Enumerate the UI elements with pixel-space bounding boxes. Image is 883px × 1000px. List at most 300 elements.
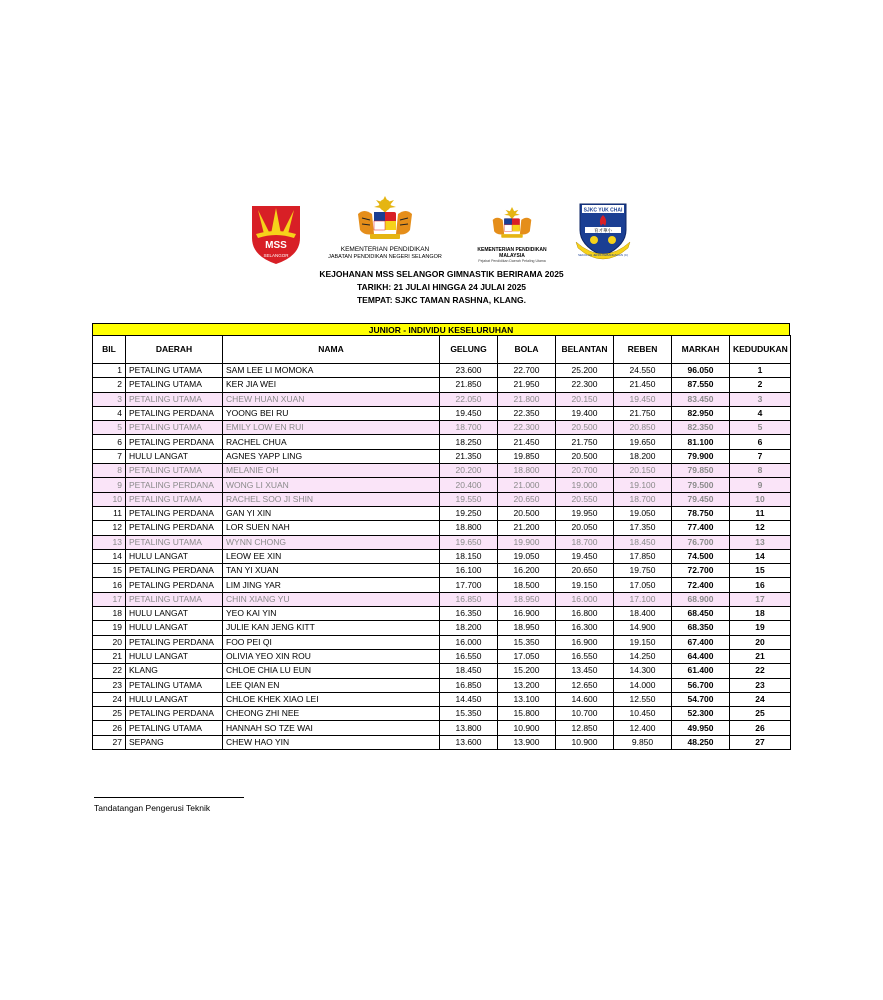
signature-line: [94, 797, 244, 798]
cell-nama: LOR SUEN NAH: [223, 521, 440, 535]
cell-reben: 19.050: [614, 506, 672, 520]
cell-reben: 18.450: [614, 535, 672, 549]
cell-nama: LEOW EE XIN: [223, 549, 440, 563]
table-row: [93, 635, 791, 649]
cell-gelung: 19.550: [440, 492, 498, 506]
table-row: [93, 478, 791, 492]
cell-bola: 10.900: [498, 721, 556, 735]
cell-nama: RACHEL SOO JI SHIN: [223, 492, 440, 506]
table-row: [93, 564, 791, 578]
cell-kedudukan: 23: [730, 678, 791, 692]
cell-bil: 11: [93, 506, 126, 520]
cell-belantan: 16.800: [556, 607, 614, 621]
cell-kedudukan: 2: [730, 378, 791, 392]
cell-bola: 18.950: [498, 592, 556, 606]
cell-bola: 19.050: [498, 549, 556, 563]
cell-reben: 19.100: [614, 478, 672, 492]
cell-daerah: PETALING UTAMA: [126, 392, 223, 406]
cell-markah: 54.700: [672, 692, 730, 706]
cell-nama: FOO PEI QI: [223, 635, 440, 649]
table-row: [93, 378, 791, 392]
cell-reben: 12.550: [614, 692, 672, 706]
header-bil: BIL: [93, 336, 126, 364]
kpm1-caption-line2: JABATAN PENDIDIKAN NEGERI SELANGOR: [328, 254, 442, 260]
cell-gelung: 23.600: [440, 364, 498, 378]
header-nama: NAMA: [223, 336, 440, 364]
cell-markah: 81.100: [672, 435, 730, 449]
cell-daerah: SEPANG: [126, 735, 223, 749]
cell-reben: 18.200: [614, 449, 672, 463]
cell-nama: CHEW HUAN XUAN: [223, 392, 440, 406]
cell-reben: 21.750: [614, 406, 672, 420]
table-row: [93, 707, 791, 721]
cell-kedudukan: 3: [730, 392, 791, 406]
cell-markah: 49.950: [672, 721, 730, 735]
cell-nama: CHLOE CHIA LU EUN: [223, 664, 440, 678]
cell-markah: 52.300: [672, 707, 730, 721]
cell-bil: 12: [93, 521, 126, 535]
cell-belantan: 20.050: [556, 521, 614, 535]
cell-bil: 21: [93, 649, 126, 663]
cell-nama: CHEONG ZHI NEE: [223, 707, 440, 721]
table-row: [93, 678, 791, 692]
cell-kedudukan: 6: [730, 435, 791, 449]
cell-markah: 96.050: [672, 364, 730, 378]
header-belantan: BELANTAN: [556, 336, 614, 364]
cell-nama: MELANIE OH: [223, 464, 440, 478]
document-headings: [0, 268, 883, 307]
cell-bil: 1: [93, 364, 126, 378]
cell-reben: 19.150: [614, 635, 672, 649]
cell-belantan: 12.850: [556, 721, 614, 735]
cell-kedudukan: 18: [730, 607, 791, 621]
cell-bola: 21.800: [498, 392, 556, 406]
cell-bil: 14: [93, 549, 126, 563]
cell-markah: 72.400: [672, 578, 730, 592]
cell-nama: WYNN CHONG: [223, 535, 440, 549]
cell-bola: 16.900: [498, 607, 556, 621]
school-logo-ring-text: SEKOLAH JENIS KEBANGSAAN (C): [577, 253, 629, 257]
cell-markah: 78.750: [672, 506, 730, 520]
cell-daerah: PETALING PERDANA: [126, 635, 223, 649]
cell-belantan: 20.550: [556, 492, 614, 506]
cell-daerah: PETALING PERDANA: [126, 478, 223, 492]
cell-nama: TAN YI XUAN: [223, 564, 440, 578]
results-table-section: [92, 323, 790, 750]
cell-nama: KER JIA WEI: [223, 378, 440, 392]
table-row: [93, 449, 791, 463]
cell-reben: 19.650: [614, 435, 672, 449]
competition-title: KEJOHANAN MSS SELANGOR GIMNASTIK BERIRAMA 2025: [319, 269, 564, 279]
cell-reben: 10.450: [614, 707, 672, 721]
cell-daerah: HULU LANGAT: [126, 692, 223, 706]
cell-reben: 9.850: [614, 735, 672, 749]
cell-markah: 68.450: [672, 607, 730, 621]
cell-gelung: 16.850: [440, 678, 498, 692]
cell-daerah: PETALING UTAMA: [126, 492, 223, 506]
cell-daerah: PETALING UTAMA: [126, 378, 223, 392]
cell-gelung: 21.850: [440, 378, 498, 392]
cell-bola: 17.050: [498, 649, 556, 663]
cell-gelung: 16.350: [440, 607, 498, 621]
cell-daerah: PETALING PERDANA: [126, 578, 223, 592]
cell-daerah: HULU LANGAT: [126, 649, 223, 663]
cell-gelung: 14.450: [440, 692, 498, 706]
table-row: [93, 435, 791, 449]
cell-belantan: 20.500: [556, 449, 614, 463]
school-logo-top-text: SJKC YUK CHAI: [583, 207, 623, 214]
cell-bil: 19: [93, 621, 126, 635]
table-row: [93, 664, 791, 678]
cell-markah: 72.700: [672, 564, 730, 578]
malaysia-coat-of-arms-icon: [487, 202, 537, 242]
cell-bola: 19.900: [498, 535, 556, 549]
kpm-ppd-petaling-utama-logo: [464, 202, 560, 263]
table-row: [93, 506, 791, 520]
cell-bil: 24: [93, 692, 126, 706]
cell-bil: 10: [93, 492, 126, 506]
cell-markah: 77.400: [672, 521, 730, 535]
competition-venue: TEMPAT: SJKC TAMAN RASHNA, KLANG.: [356, 295, 527, 305]
cell-belantan: 20.650: [556, 564, 614, 578]
cell-bil: 15: [93, 564, 126, 578]
cell-kedudukan: 4: [730, 406, 791, 420]
cell-bola: 13.100: [498, 692, 556, 706]
cell-bil: 3: [93, 392, 126, 406]
cell-reben: 12.400: [614, 721, 672, 735]
kpm2-caption-line1: KEMENTERIAN PENDIDIKAN MALAYSIA: [477, 247, 547, 259]
cell-nama: OLIVIA YEO XIN ROU: [223, 649, 440, 663]
table-row: [93, 549, 791, 563]
cell-bola: 20.500: [498, 506, 556, 520]
cell-reben: 19.450: [614, 392, 672, 406]
cell-belantan: 19.450: [556, 549, 614, 563]
table-row: [93, 592, 791, 606]
cell-markah: 87.550: [672, 378, 730, 392]
table-row: [93, 364, 791, 378]
cell-daerah: PETALING UTAMA: [126, 421, 223, 435]
cell-bil: 13: [93, 535, 126, 549]
category-banner: JUNIOR - INDIVIDU KESELURUHAN: [92, 323, 790, 335]
table-header-row: [93, 336, 791, 364]
cell-daerah: PETALING PERDANA: [126, 564, 223, 578]
cell-belantan: 19.400: [556, 406, 614, 420]
cell-gelung: 19.250: [440, 506, 498, 520]
competition-date: TARIKH: 21 JULAI HINGGA 24 JULAI 2025: [356, 282, 527, 292]
cell-daerah: PETALING PERDANA: [126, 521, 223, 535]
cell-gelung: 22.050: [440, 392, 498, 406]
cell-daerah: PETALING PERDANA: [126, 435, 223, 449]
cell-bola: 13.900: [498, 735, 556, 749]
cell-nama: YEO KAI YIN: [223, 607, 440, 621]
cell-reben: 21.450: [614, 378, 672, 392]
cell-nama: CHLOE KHEK XIAO LEI: [223, 692, 440, 706]
cell-kedudukan: 14: [730, 549, 791, 563]
cell-markah: 67.400: [672, 635, 730, 649]
cell-kedudukan: 9: [730, 478, 791, 492]
sjkc-yuk-chai-logo: [572, 200, 634, 262]
cell-kedudukan: 19: [730, 621, 791, 635]
cell-belantan: 10.900: [556, 735, 614, 749]
cell-belantan: 14.600: [556, 692, 614, 706]
cell-gelung: 13.800: [440, 721, 498, 735]
cell-markah: 82.950: [672, 406, 730, 420]
cell-belantan: 16.300: [556, 621, 614, 635]
cell-nama: EMILY LOW EN RUI: [223, 421, 440, 435]
cell-bola: 15.350: [498, 635, 556, 649]
cell-nama: GAN YI XIN: [223, 506, 440, 520]
cell-kedudukan: 25: [730, 707, 791, 721]
table-row: [93, 406, 791, 420]
cell-kedudukan: 12: [730, 521, 791, 535]
cell-gelung: 19.650: [440, 535, 498, 549]
cell-belantan: 19.950: [556, 506, 614, 520]
cell-bil: 5: [93, 421, 126, 435]
cell-gelung: 19.450: [440, 406, 498, 420]
cell-daerah: HULU LANGAT: [126, 607, 223, 621]
cell-belantan: 21.750: [556, 435, 614, 449]
cell-daerah: PETALING PERDANA: [126, 707, 223, 721]
table-row: [93, 735, 791, 749]
header-markah: MARKAH: [672, 336, 730, 364]
cell-bola: 18.500: [498, 578, 556, 592]
cell-reben: 14.900: [614, 621, 672, 635]
cell-bil: 25: [93, 707, 126, 721]
results-table-body: [93, 364, 791, 750]
signature-label: Tandatangan Pengerusi Teknik: [94, 803, 211, 813]
cell-daerah: PETALING PERDANA: [126, 406, 223, 420]
cell-kedudukan: 13: [730, 535, 791, 549]
cell-kedudukan: 26: [730, 721, 791, 735]
cell-bil: 9: [93, 478, 126, 492]
table-row: [93, 607, 791, 621]
cell-bola: 22.700: [498, 364, 556, 378]
table-row: [93, 535, 791, 549]
cell-daerah: HULU LANGAT: [126, 449, 223, 463]
cell-nama: LEE QIAN EN: [223, 678, 440, 692]
cell-bil: 8: [93, 464, 126, 478]
cell-bil: 22: [93, 664, 126, 678]
cell-nama: WONG LI XUAN: [223, 478, 440, 492]
cell-bil: 2: [93, 378, 126, 392]
cell-daerah: PETALING UTAMA: [126, 592, 223, 606]
table-row: [93, 521, 791, 535]
cell-markah: 79.500: [672, 478, 730, 492]
cell-reben: 18.700: [614, 492, 672, 506]
cell-bil: 6: [93, 435, 126, 449]
cell-bil: 7: [93, 449, 126, 463]
cell-belantan: 25.200: [556, 364, 614, 378]
cell-bola: 18.800: [498, 464, 556, 478]
cell-bola: 16.200: [498, 564, 556, 578]
cell-reben: 18.400: [614, 607, 672, 621]
malaysia-coat-of-arms-icon: [350, 194, 420, 240]
cell-daerah: PETALING UTAMA: [126, 721, 223, 735]
cell-bola: 19.850: [498, 449, 556, 463]
cell-markah: 61.400: [672, 664, 730, 678]
cell-bola: 22.300: [498, 421, 556, 435]
table-row: [93, 392, 791, 406]
cell-belantan: 18.700: [556, 535, 614, 549]
cell-bil: 20: [93, 635, 126, 649]
cell-markah: 83.450: [672, 392, 730, 406]
cell-belantan: 22.300: [556, 378, 614, 392]
cell-bil: 4: [93, 406, 126, 420]
cell-bola: 21.950: [498, 378, 556, 392]
cell-gelung: 21.350: [440, 449, 498, 463]
table-row: [93, 421, 791, 435]
cell-daerah: HULU LANGAT: [126, 549, 223, 563]
results-table: [92, 335, 791, 750]
cell-reben: 24.550: [614, 364, 672, 378]
cell-belantan: 19.000: [556, 478, 614, 492]
cell-gelung: 18.700: [440, 421, 498, 435]
cell-reben: 14.000: [614, 678, 672, 692]
cell-markah: 64.400: [672, 649, 730, 663]
cell-kedudukan: 20: [730, 635, 791, 649]
table-row: [93, 464, 791, 478]
cell-kedudukan: 27: [730, 735, 791, 749]
cell-daerah: HULU LANGAT: [126, 621, 223, 635]
table-row: [93, 692, 791, 706]
cell-nama: AGNES YAPP LING: [223, 449, 440, 463]
cell-bil: 23: [93, 678, 126, 692]
cell-gelung: 18.150: [440, 549, 498, 563]
cell-nama: JULIE KAN JENG KITT: [223, 621, 440, 635]
cell-kedudukan: 24: [730, 692, 791, 706]
mss-logo-ring-text: SELANGOR: [263, 253, 289, 258]
cell-kedudukan: 8: [730, 464, 791, 478]
table-row: [93, 492, 791, 506]
cell-markah: 76.700: [672, 535, 730, 549]
cell-reben: 19.750: [614, 564, 672, 578]
cell-bola: 21.450: [498, 435, 556, 449]
cell-bola: 21.200: [498, 521, 556, 535]
cell-daerah: PETALING UTAMA: [126, 364, 223, 378]
cell-markah: 82.350: [672, 421, 730, 435]
cell-bola: 15.200: [498, 664, 556, 678]
cell-kedudukan: 5: [730, 421, 791, 435]
cell-daerah: KLANG: [126, 664, 223, 678]
header-daerah: DAERAH: [126, 336, 223, 364]
cell-daerah: PETALING UTAMA: [126, 535, 223, 549]
cell-belantan: 20.150: [556, 392, 614, 406]
cell-markah: 68.350: [672, 621, 730, 635]
cell-belantan: 16.550: [556, 649, 614, 663]
cell-gelung: 20.200: [440, 464, 498, 478]
cell-nama: SAM LEE LI MOMOKA: [223, 364, 440, 378]
kpm1-caption-line1: KEMENTERIAN PENDIDIKAN: [340, 246, 430, 253]
cell-belantan: 10.700: [556, 707, 614, 721]
mss-logo-text: MSS: [265, 240, 287, 251]
cell-bola: 20.650: [498, 492, 556, 506]
table-row: [93, 578, 791, 592]
school-logo-band-text: 育才華小: [594, 229, 612, 234]
cell-kedudukan: 15: [730, 564, 791, 578]
kpm2-caption-line2: Pejabat Pendidikan Daerah Petaling Utama: [478, 259, 546, 263]
cell-nama: RACHEL CHUA: [223, 435, 440, 449]
cell-gelung: 13.600: [440, 735, 498, 749]
cell-bil: 26: [93, 721, 126, 735]
cell-belantan: 19.150: [556, 578, 614, 592]
cell-bola: 21.000: [498, 478, 556, 492]
table-row: [93, 721, 791, 735]
header-gelung: GELUNG: [440, 336, 498, 364]
cell-markah: 79.850: [672, 464, 730, 478]
cell-reben: 20.150: [614, 464, 672, 478]
logo-strip: [0, 194, 883, 266]
table-row: [93, 621, 791, 635]
cell-kedudukan: 10: [730, 492, 791, 506]
cell-reben: 20.850: [614, 421, 672, 435]
cell-gelung: 18.800: [440, 521, 498, 535]
cell-gelung: 18.450: [440, 664, 498, 678]
cell-kedudukan: 11: [730, 506, 791, 520]
cell-nama: LIM JING YAR: [223, 578, 440, 592]
cell-nama: CHEW HAO YIN: [223, 735, 440, 749]
cell-gelung: 16.100: [440, 564, 498, 578]
cell-kedudukan: 22: [730, 664, 791, 678]
cell-belantan: 12.650: [556, 678, 614, 692]
cell-belantan: 20.700: [556, 464, 614, 478]
cell-gelung: 17.700: [440, 578, 498, 592]
cell-reben: 14.250: [614, 649, 672, 663]
cell-bil: 27: [93, 735, 126, 749]
cell-reben: 17.050: [614, 578, 672, 592]
cell-markah: 79.900: [672, 449, 730, 463]
cell-belantan: 20.500: [556, 421, 614, 435]
mss-selangor-logo: [250, 204, 302, 266]
cell-belantan: 16.000: [556, 592, 614, 606]
cell-gelung: 15.350: [440, 707, 498, 721]
cell-daerah: PETALING UTAMA: [126, 464, 223, 478]
cell-reben: 17.350: [614, 521, 672, 535]
header-bola: BOLA: [498, 336, 556, 364]
cell-kedudukan: 7: [730, 449, 791, 463]
header-kedudukan: KEDUDUKAN: [730, 336, 791, 364]
cell-reben: 17.100: [614, 592, 672, 606]
cell-gelung: 16.550: [440, 649, 498, 663]
cell-bola: 15.800: [498, 707, 556, 721]
cell-markah: 74.500: [672, 549, 730, 563]
cell-belantan: 16.900: [556, 635, 614, 649]
cell-gelung: 18.250: [440, 435, 498, 449]
cell-nama: YOONG BEI RU: [223, 406, 440, 420]
cell-daerah: PETALING UTAMA: [126, 678, 223, 692]
cell-gelung: 16.000: [440, 635, 498, 649]
kpm-jpn-selangor-logo: [318, 194, 452, 260]
cell-gelung: 20.400: [440, 478, 498, 492]
cell-bil: 17: [93, 592, 126, 606]
cell-markah: 68.900: [672, 592, 730, 606]
cell-markah: 56.700: [672, 678, 730, 692]
cell-bil: 18: [93, 607, 126, 621]
cell-kedudukan: 16: [730, 578, 791, 592]
cell-reben: 14.300: [614, 664, 672, 678]
cell-reben: 17.850: [614, 549, 672, 563]
cell-gelung: 16.850: [440, 592, 498, 606]
cell-nama: CHIN XIANG YU: [223, 592, 440, 606]
table-row: [93, 649, 791, 663]
cell-bola: 13.200: [498, 678, 556, 692]
cell-markah: 48.250: [672, 735, 730, 749]
cell-kedudukan: 21: [730, 649, 791, 663]
cell-nama: HANNAH SO TZE WAI: [223, 721, 440, 735]
cell-bil: 16: [93, 578, 126, 592]
cell-gelung: 18.200: [440, 621, 498, 635]
cell-bola: 22.350: [498, 406, 556, 420]
cell-kedudukan: 17: [730, 592, 791, 606]
